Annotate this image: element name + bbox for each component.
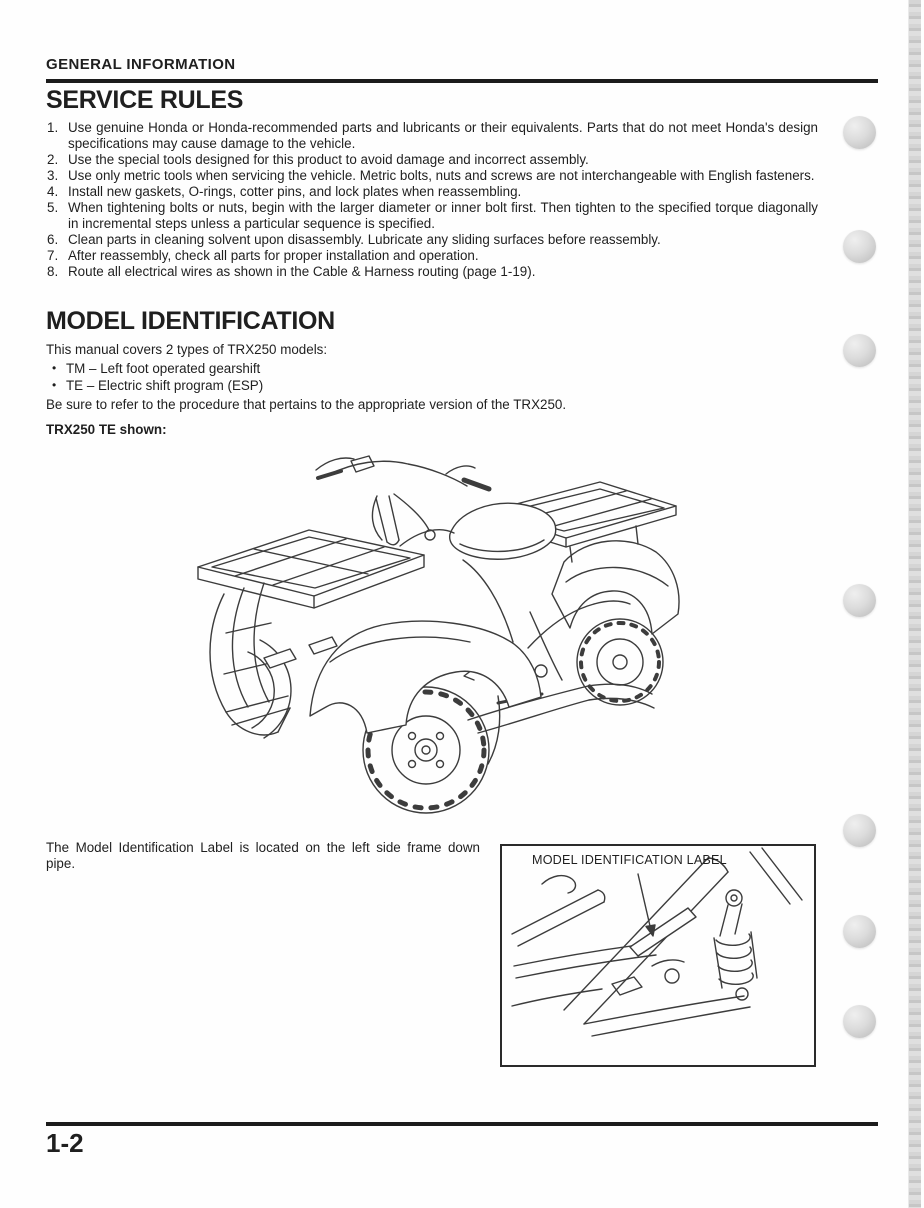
atv-figure — [168, 434, 690, 834]
bullet-icon: • — [52, 378, 57, 392]
binder-hole — [843, 116, 876, 149]
bullet-item — [52, 360, 552, 377]
figure-caption: TRX250 TE shown: — [46, 422, 167, 437]
list-item — [46, 248, 818, 264]
list-item — [46, 200, 818, 232]
procedure-note: Be sure to refer to the procedure that pertains to the appropriate version of the TRX250. — [46, 397, 567, 412]
bullet-item — [52, 377, 552, 394]
list-item — [46, 168, 818, 184]
inset-line-drawing — [502, 846, 814, 1065]
label-location-text: The Model Identification Label is located on the left side frame down pipe. — [46, 840, 480, 871]
list-item — [46, 120, 818, 152]
list-item-number: 3. — [47, 168, 59, 183]
list-item-text: Install new gaskets, O-rings, cotter pins, and lock plates when reassembling. — [68, 184, 522, 199]
list-item-number: 1. — [47, 120, 59, 135]
binder-hole — [843, 230, 876, 263]
list-item — [46, 232, 818, 248]
list-item-number: 2. — [47, 152, 59, 167]
list-item-number: 5. — [47, 200, 59, 215]
section-header: GENERAL INFORMATION — [46, 56, 236, 73]
service-rules-list — [46, 120, 818, 280]
list-item — [46, 184, 818, 200]
list-item-text: After reassembly, check all parts for proper installation and operation. — [68, 248, 479, 263]
bullet-text: TE – Electric shift program (ESP) — [66, 378, 264, 393]
list-item — [46, 152, 818, 168]
inset-label: MODEL IDENTIFICATION LABEL — [532, 853, 727, 867]
callout-arrow-line — [638, 874, 650, 926]
bullet-icon: • — [52, 361, 57, 375]
binder-hole — [843, 915, 876, 948]
list-item — [46, 264, 818, 280]
bottom-rule — [46, 1122, 878, 1126]
list-item-text: Clean parts in cleaning solvent upon disassembly. Lubricate any sliding surfaces before reassembly. — [68, 232, 661, 247]
list-item-number: 4. — [47, 184, 59, 199]
list-item-text: Use only metric tools when servicing the vehicle. Metric bolts, nuts and screws are not interchangeable with English fasteners. — [68, 168, 815, 183]
list-item-number: 8. — [47, 264, 59, 279]
header-rule — [46, 79, 878, 83]
list-item-number: 7. — [47, 248, 59, 263]
binder-hole — [843, 1005, 876, 1038]
model-identification-title: MODEL IDENTIFICATION — [46, 307, 335, 335]
list-item-text: Use genuine Honda or Honda-recommended parts and lubricants or their equivalents. Parts that do not meet Honda's design specifications may cause damage to the vehicle. — [68, 120, 818, 151]
inset-figure — [500, 844, 816, 1067]
list-item-text: Use the special tools designed for this product to avoid damage and incorrect assembly. — [68, 152, 589, 167]
binder-hole — [843, 584, 876, 617]
atv-line-drawing — [168, 434, 690, 834]
page-torn-edge — [908, 0, 921, 1208]
list-item-text: Route all electrical wires as shown in the Cable & Harness routing (page 1-19). — [68, 264, 536, 279]
binder-hole — [843, 814, 876, 847]
model-types-intro: This manual covers 2 types of TRX250 models: — [46, 342, 328, 357]
page-number: 1-2 — [46, 1128, 84, 1158]
model-type-list — [52, 360, 552, 394]
binder-hole — [843, 334, 876, 367]
bullet-text: TM – Left foot operated gearshift — [66, 361, 261, 376]
list-item-text: When tightening bolts or nuts, begin with the larger diameter or inner bolt first. Then tighten to the specified torque diagonally in incremental steps unless a particular sequence is specified. — [68, 200, 818, 231]
list-item-number: 6. — [47, 232, 59, 247]
service-rules-title: SERVICE RULES — [46, 86, 244, 114]
